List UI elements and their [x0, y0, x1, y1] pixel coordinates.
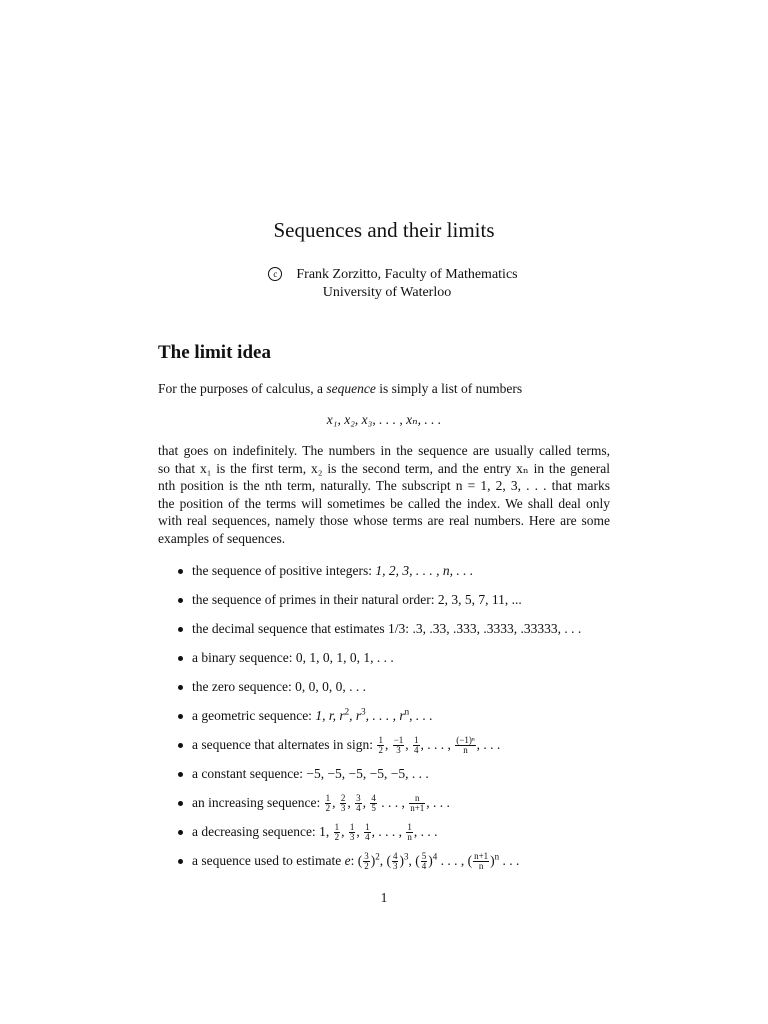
examples-list — [176, 562, 616, 881]
denominator: 3 — [396, 745, 401, 756]
item-label: a sequence used to estimate — [192, 853, 345, 868]
paragraph-line: the position of the terms will sometimes be called the index. We shall deal only — [158, 495, 610, 511]
author-name: Frank Zorzitto, Faculty of Mathematics — [296, 267, 518, 282]
exponent: 3 — [403, 851, 409, 862]
numerator: 1 — [334, 822, 340, 833]
numerator: 4 — [392, 851, 398, 862]
fraction — [377, 736, 384, 755]
item-math: 0, 0, 0, 0, . . . — [295, 679, 366, 694]
fraction — [421, 852, 428, 871]
list-item — [176, 707, 616, 736]
exponent: n — [494, 851, 500, 862]
numerator: 4 — [371, 793, 376, 804]
list-item — [176, 649, 616, 678]
numerator: 1 — [349, 822, 355, 833]
fraction — [334, 823, 341, 842]
fraction — [364, 823, 371, 842]
numerator: 3 — [356, 793, 361, 804]
paragraph-line: that goes on indefinitely. The numbers in the sequence are usually called terms, — [158, 443, 610, 458]
numerator: 5 — [421, 851, 427, 862]
fraction — [473, 852, 489, 871]
fraction — [392, 852, 399, 871]
denominator: 5 — [371, 803, 376, 814]
intro-sentence — [158, 380, 610, 398]
section-heading: The limit idea — [158, 342, 271, 363]
fraction — [349, 823, 356, 842]
denominator: 4 — [421, 861, 427, 872]
denominator: n+1 — [410, 803, 425, 814]
numerator: 3 — [364, 851, 369, 862]
item-math: , . . . — [426, 795, 450, 810]
numerator: 1 — [365, 822, 370, 833]
numerator: 1 — [325, 793, 331, 804]
item-math: . . . — [499, 853, 520, 868]
exponent: n — [404, 706, 410, 717]
author-block — [0, 266, 768, 302]
item-math: , . . . , r — [365, 708, 405, 723]
fraction — [409, 794, 425, 813]
body-paragraph — [158, 442, 610, 548]
numerator: −1 — [393, 735, 404, 746]
fraction — [370, 794, 377, 813]
item-label: the sequence of positive integers: — [192, 563, 376, 578]
item-label: the sequence of primes in their natural order: — [192, 592, 438, 607]
author-line-1 — [0, 266, 768, 284]
paragraph-line: examples of sequences. — [158, 530, 286, 546]
fraction — [325, 794, 332, 813]
denominator: n — [478, 861, 484, 872]
fraction — [406, 823, 413, 842]
item-math: : — [350, 853, 358, 868]
item-label: an increasing sequence: — [192, 795, 324, 810]
list-item: a decreasing sequence: 1, $\frac{1}{2}$ , $\frac{1}{3}$ , $\frac{1}{4}$ , . . . , $\frac{1}{n}$ , . . . — [176, 823, 616, 852]
item-math: 1, 2, 3, . . . , n, . . . — [375, 563, 474, 578]
denominator: 3 — [392, 861, 398, 872]
item-label: a constant sequence: — [192, 766, 307, 781]
denominator: 2 — [378, 745, 383, 756]
exponent: 2 — [344, 706, 350, 717]
item-math: −5, −5, −5, −5, −5, . . . — [306, 766, 429, 781]
numerator: n+1 — [474, 851, 489, 862]
list-item — [176, 765, 616, 794]
list-item — [176, 620, 616, 649]
numerator: 1 — [378, 735, 383, 746]
item-math: 2, 3, 5, 7, 11, ... — [437, 592, 522, 607]
denominator: n — [407, 832, 412, 843]
paper-title: Sequences and their limits — [273, 218, 495, 242]
exponent: 3 — [361, 706, 366, 717]
exponent: 2 — [375, 851, 380, 862]
denominator: 4 — [414, 745, 419, 756]
copyright-icon: c — [268, 267, 282, 281]
numerator: 1 — [414, 735, 419, 746]
denominator: n — [463, 745, 468, 756]
item-math: . . . , — [377, 795, 409, 810]
list-item: a sequence used to estimate e: ( $\frac{3}{2}$ )$^2$, ( $\frac{4}{3}$ )$^3$, ( $\frac{5}{4}$ )$^4$ . . . , ( $\frac{n+1}{n}$ )$^n$ . . . — [176, 852, 616, 881]
denominator: 2 — [364, 861, 369, 872]
item-math: 0, 1, 0, 1, 0, 1, . . . — [295, 650, 394, 665]
item-label: the zero sequence: — [192, 679, 296, 694]
paragraph-line: with real sequences, namely those whose terms are real numbers. Here are some — [158, 513, 610, 529]
item-label: a geometric sequence: — [192, 708, 316, 723]
list-item: a sequence that alternates in sign: $\frac{1}{2}$ , $\frac{-1}{3}$ , $\frac{1}{4}$ , . . . , $\frac{\text{(−1)ⁿ}}{n}$ , . . . — [176, 736, 616, 765]
item-math: , r — [349, 708, 362, 723]
intro-emph: sequence — [326, 381, 376, 396]
list-item: an increasing sequence: $\frac{1}{2}$ , $\frac{2}{3}$ , $\frac{3}{4}$ , $\frac{4}{5}$ . . . , $\frac{n}{n+1}$ , . . . — [176, 794, 616, 823]
exponent: 4 — [432, 851, 438, 862]
fraction — [340, 794, 347, 813]
item-math: 1, — [319, 824, 333, 839]
display-equation: x₁, x₂, x₃, . . . , xₙ, . . . — [326, 412, 442, 427]
item-label: a decreasing sequence: — [192, 824, 320, 839]
denominator: 2 — [325, 803, 331, 814]
item-math: .3, .33, .333, .3333, .33333, . . . — [412, 621, 582, 636]
item-label: the decimal sequence that estimates 1/3: — [192, 621, 413, 636]
numerator: 2 — [340, 793, 346, 804]
list-item — [176, 678, 616, 707]
item-label: a sequence that alternates in sign: — [192, 737, 377, 752]
item-math: , . . . — [476, 737, 501, 752]
list-item — [176, 562, 616, 591]
item-math: , . . . — [413, 824, 438, 839]
paragraph-line: so that x₁ is the first term, x₂ is the second term, and the entry xₙ in the general — [158, 460, 610, 476]
page-number: 1 — [380, 890, 388, 905]
intro-after: is simply a list of numbers — [375, 381, 523, 396]
item-math: , . . . , — [371, 824, 406, 839]
numerator: 1 — [407, 822, 412, 833]
item-math: 1, r, r — [315, 708, 345, 723]
intro-before: For the purposes of calculus, a — [158, 381, 327, 396]
paragraph-line: nth position is the nth term, naturally. The subscript n = 1, 2, 3, . . . that marks — [158, 478, 610, 494]
fraction — [355, 794, 362, 813]
denominator: 3 — [349, 832, 355, 843]
denominator: 3 — [340, 803, 346, 814]
denominator: 2 — [334, 832, 340, 843]
numerator: n — [409, 794, 425, 804]
item-math: e — [344, 853, 351, 868]
item-math: , . . . , — [420, 737, 455, 752]
numerator: (−1)ⁿ — [456, 735, 475, 746]
author-affiliation: University of Waterloo — [322, 285, 452, 300]
item-math: , . . . — [409, 708, 433, 723]
fraction — [393, 736, 405, 755]
list-item — [176, 591, 616, 620]
fraction — [363, 852, 370, 871]
denominator: 4 — [356, 803, 361, 814]
item-label: a binary sequence: — [192, 650, 296, 665]
denominator: 4 — [365, 832, 370, 843]
fraction — [413, 736, 420, 755]
fraction — [455, 736, 475, 755]
